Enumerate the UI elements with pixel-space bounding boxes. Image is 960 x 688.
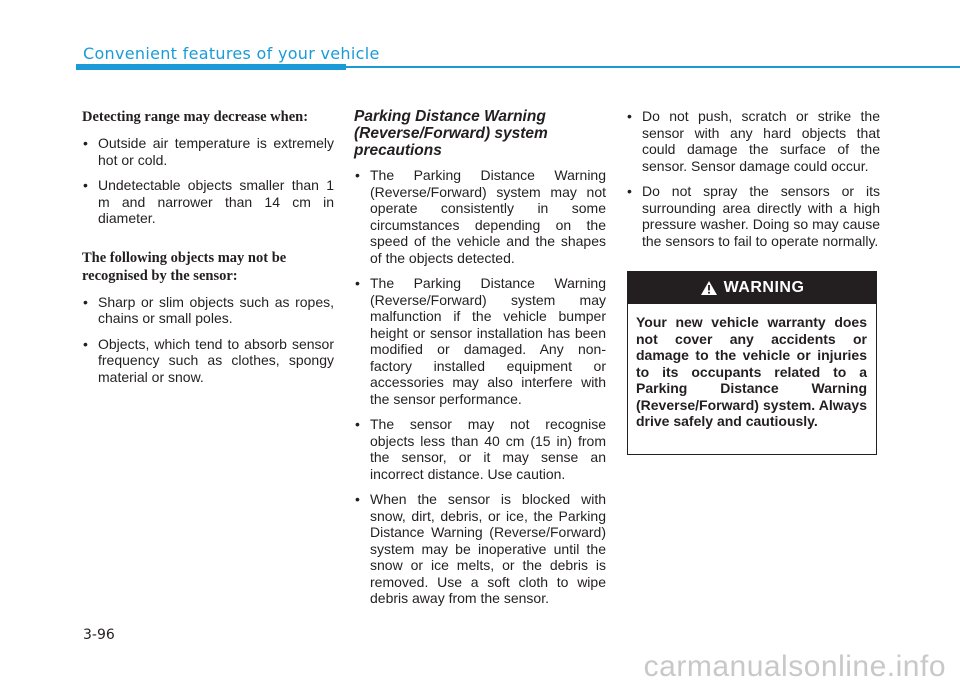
bullet-icon: •: [355, 167, 360, 183]
list-item: • Do not push, scratch or strike the sensor with any hard objects that could damage the surface of the sensor. Sensor damage could occur.: [627, 108, 880, 174]
bullet-icon: •: [627, 183, 632, 199]
list-detecting-range: [82, 135, 334, 227]
column-middle: [354, 108, 606, 616]
header-rule-thin: [346, 66, 960, 68]
list-item: • Undetectable objects smaller than 1 m and narrower than 14 cm in diameter.: [83, 177, 334, 226]
list-item: • Outside air temperature is extremely hot or cold.: [83, 135, 334, 168]
bullet-icon: •: [355, 491, 360, 507]
heading-precautions: Parking Distance Warning (Reverse/Forward) system precautions: [354, 108, 548, 159]
bullet-icon: •: [627, 108, 632, 124]
watermark: carmanualsonline.info: [643, 650, 946, 683]
list-item: • When the sensor is blocked with snow, dirt, debris, or ice, the Parking Distance Warning (Reverse/Forward) system may be inoperative until the snow or ice melts, or the debris is removed. Use a soft cloth to wipe debris away from the sensor.: [355, 491, 606, 606]
list-item: • The Parking Distance Warning (Reverse/Forward) system may not operate consistently in some circumstances depending on the speed of the vehicle and the shapes of the objects detected.: [355, 167, 606, 266]
page-number: 3-96: [83, 627, 115, 643]
bullet-icon: •: [83, 135, 88, 151]
list-item: • Sharp or slim objects such as ropes, chains or small poles.: [83, 293, 334, 326]
warning-header: [628, 272, 876, 304]
warning-triangle-icon: [700, 280, 718, 296]
bullet-icon: •: [83, 335, 88, 352]
bullet-icon: •: [355, 416, 360, 432]
list-item: • Objects, which tend to absorb sensor frequency such as clothes, spongy material or snow.: [83, 335, 334, 385]
section-title: Convenient features of your vehicle: [83, 44, 380, 63]
column-left: [82, 108, 334, 394]
list-item: • The sensor may not recognise objects less than 40 cm (15 in) from the sensor, or it may sense an incorrect distance. Use caution.: [355, 416, 606, 482]
heading-unrecognised-objects: The following objects may not be recognised by the sensor:: [82, 249, 287, 284]
list-sensor-care: [626, 108, 880, 249]
warning-text: Your new vehicle warranty does not cover any accidents or damage to the vehicle or injuries to its occupants related to a Parking Distance Warning (Reverse/Forward) system. Always drive safely and cautiously.: [636, 314, 867, 429]
list-unrecognised-objects: [82, 294, 334, 386]
heading-detecting-range: Detecting range may decrease when:: [82, 109, 309, 125]
list-precautions: [354, 167, 606, 607]
bullet-icon: •: [355, 275, 360, 291]
bullet-icon: •: [83, 293, 88, 310]
bullet-icon: •: [83, 177, 88, 193]
list-item: • The Parking Distance Warning (Reverse/Forward) system may malfunction if the vehicle bumper height or sensor installation has been modified or damaged. Any non-factory installed equipment or accessories may also interfere with the sensor performance.: [355, 275, 606, 407]
column-right: [626, 108, 880, 258]
header-rule-thick: [76, 64, 346, 70]
list-item: • Do not spray the sensors or its surrounding area directly with a high pressure washer. Doing so may cause the sensors to fail to operate normally.: [627, 183, 880, 249]
warning-label: WARNING: [723, 279, 805, 296]
warning-box: [627, 271, 877, 455]
